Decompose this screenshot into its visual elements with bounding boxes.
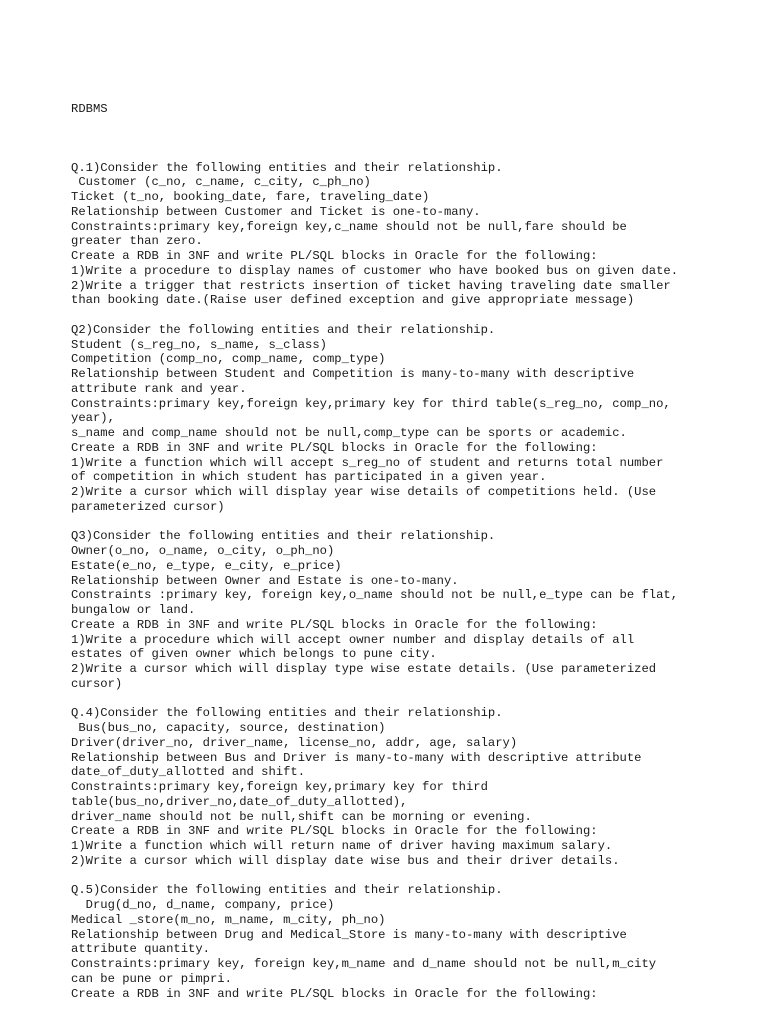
- question-text-line: Medical _store(m_no, m_name, m_city, ph_no): [71, 912, 386, 927]
- question-text-line: Create a RDB in 3NF and write PL/SQL blocks in Oracle for the following:: [71, 986, 598, 1001]
- question-text-line: Constraints:primary key,foreign key,primary key for third: [71, 780, 488, 794]
- question-text-line: Customer (c_no, c_name, c_city, c_ph_no): [71, 175, 371, 190]
- question-text-line: 2)Write a cursor which will display year wise details of competitions held. (Use: [71, 485, 657, 499]
- question-block-1: [71, 161, 721, 309]
- question-text-line: Q.4)Consider the following entities and their relationship.: [71, 706, 503, 721]
- question-text-line: Owner(o_no, o_name, o_city, o_ph_no): [71, 544, 335, 558]
- question-block-2: [71, 323, 721, 515]
- document-body: [71, 72, 721, 1031]
- question-text-line: parameterized cursor): [71, 499, 225, 514]
- question-text-line: Q2)Consider the following entities and their relationship.: [71, 322, 496, 337]
- question-text-line: Constraints:primary key, foreign key,m_name and d_name should not be null,m_city: [71, 957, 657, 971]
- question-text-line: of competition in which student has participated in a given year.: [71, 470, 547, 485]
- question-text-line: Competition (comp_no, comp_name, comp_type): [71, 352, 386, 367]
- question-text-line: Constraints :primary key, foreign key,o_name should not be null,e_type can be flat,: [71, 588, 679, 603]
- question-text-line: 1)Write a function which will return name of driver having maximum salary.: [71, 839, 613, 853]
- question-text-line: Create a RDB in 3NF and write PL/SQL blocks in Oracle for the following:: [71, 440, 598, 455]
- question-text-line: 2)Write a cursor which will display date wise bus and their driver details.: [71, 853, 620, 868]
- question-text-line: Constraints:primary key,foreign key,c_name should not be null,fare should be: [71, 219, 627, 234]
- question-text-line: Constraints:primary key,foreign key,primary key for third table(s_reg_no, comp_no,: [71, 396, 671, 411]
- question-text-line: cursor): [71, 676, 123, 691]
- question-text-line: attribute rank and year.: [71, 381, 247, 396]
- question-text-line: Create a RDB in 3NF and write PL/SQL blocks in Oracle for the following:: [71, 617, 598, 632]
- question-text-line: 2)Write a trigger that restricts insertion of ticket having traveling date smaller: [71, 278, 671, 293]
- question-text-line: estates of given owner which belongs to pune city.: [71, 647, 437, 662]
- question-text-line: Q.5)Consider the following entities and their relationship.: [71, 883, 503, 898]
- question-text-line: than booking date.(Raise user defined exception and give appropriate message): [71, 293, 635, 308]
- question-text-line: table(bus_no,driver_no,date_of_duty_allotted),: [71, 794, 408, 809]
- question-text-line: s_name and comp_name should not be null,comp_type can be sports or academic.: [71, 426, 627, 440]
- question-text-line: 1)Write a procedure to display names of customer who have booked bus on given date.: [71, 263, 679, 278]
- question-block-5: [71, 883, 721, 1001]
- question-text-line: 2)Write a cursor which will display type wise estate details. (Use parameterized: [71, 662, 657, 676]
- question-text-line: Ticket (t_no, booking_date, fare, traveling_date): [71, 190, 430, 204]
- question-text-line: can be pune or pimpri.: [71, 971, 232, 986]
- question-text-line: Relationship between Bus and Driver is many-to-many with descriptive attribute: [71, 750, 642, 765]
- question-text-line: Estate(e_no, e_type, e_city, e_price): [71, 558, 342, 573]
- question-text-line: greater than zero.: [71, 234, 203, 249]
- question-text-line: year),: [71, 411, 115, 426]
- question-list: [71, 161, 721, 1002]
- question-text-line: Driver(driver_no, driver_name, license_no, addr, age, salary): [71, 735, 518, 750]
- question-text-line: Q3)Consider the following entities and their relationship.: [71, 529, 496, 544]
- question-text-line: Relationship between Customer and Ticket is one-to-many.: [71, 204, 481, 219]
- question-text-line: driver_name should not be null,shift can be morning or evening.: [71, 809, 532, 824]
- question-text-line: date_of_duty_allotted and shift.: [71, 765, 306, 780]
- question-text-line: Relationship between Drug and Medical_Store is many-to-many with descriptive: [71, 927, 627, 942]
- question-text-line: Q.1)Consider the following entities and their relationship.: [71, 160, 503, 175]
- question-text-line: 1)Write a function which will accept s_reg_no of student and returns total number: [71, 455, 664, 470]
- question-block-4: [71, 706, 721, 868]
- question-block-3: [71, 529, 721, 691]
- question-text-line: Drug(d_no, d_name, company, price): [71, 898, 335, 912]
- question-text-line: Student (s_reg_no, s_name, s_class): [71, 337, 327, 352]
- question-text-line: bungalow or land.: [71, 603, 196, 617]
- question-text-line: Relationship between Owner and Estate is one-to-many.: [71, 573, 459, 588]
- document-title: RDBMS: [71, 101, 108, 116]
- question-text-line: Create a RDB in 3NF and write PL/SQL blocks in Oracle for the following:: [71, 824, 598, 839]
- question-text-line: Bus(bus_no, capacity, source, destination): [71, 721, 386, 735]
- question-text-line: 1)Write a procedure which will accept owner number and display details of all: [71, 632, 635, 647]
- question-text-line: Create a RDB in 3NF and write PL/SQL blocks in Oracle for the following:: [71, 249, 598, 263]
- question-text-line: attribute quantity.: [71, 942, 210, 957]
- question-text-line: Relationship between Student and Competition is many-to-many with descriptive: [71, 367, 635, 381]
